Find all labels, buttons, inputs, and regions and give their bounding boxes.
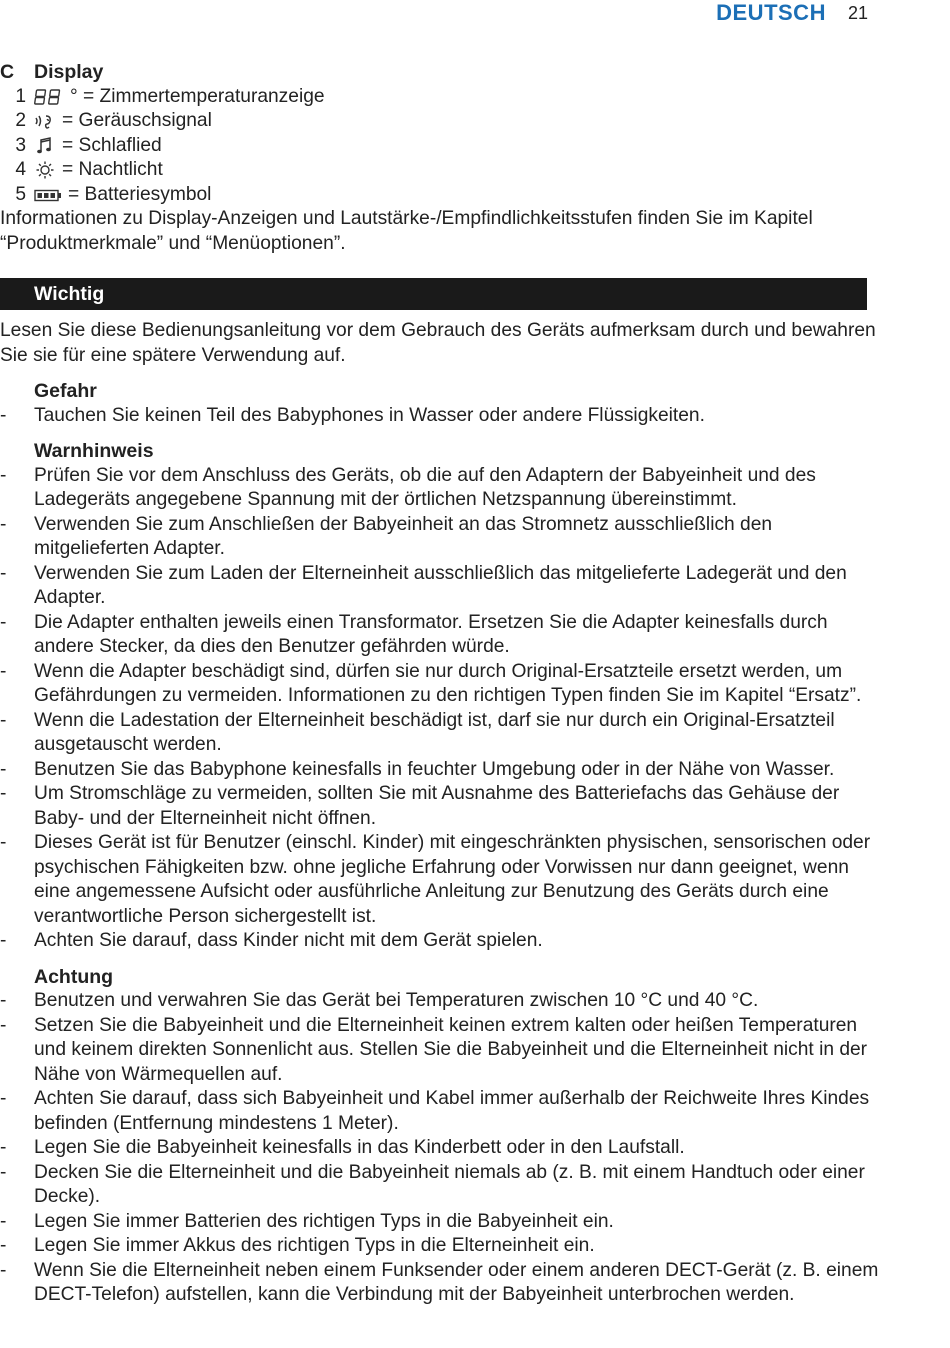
page-number: 21 <box>847 2 868 23</box>
list-item-text: Die Adapter enthalten jeweils einen Transformator. Ersetzen Sie die Adapter keinesfalls durch andere Stecker, da dies den Benutzer gefährden würde. <box>34 611 828 657</box>
display-item-night-light <box>0 158 880 183</box>
list-item-text: Decken Sie die Elterneinheit und die Babyeinheit niemals ab (z. B. mit einem Handtuch oder einer Decke). <box>34 1161 865 1207</box>
item-description: = Schlaflied <box>62 134 162 156</box>
danger-heading: Gefahr <box>34 380 97 402</box>
bullet-dash: - <box>0 1014 7 1036</box>
caution-heading: Achtung <box>34 965 114 988</box>
list-item-text: Benutzen und verwahren Sie das Gerät bei Temperaturen zwischen 10 °C und 40 °C. <box>34 990 759 1011</box>
list-item <box>0 831 880 929</box>
list-item-text: Prüfen Sie vor dem Anschluss des Geräts, ob die auf den Adaptern der Babyeinheit und des Ladegeräts angegebene Spannung mit der örtlichen Netzspannung übereinstimmt. <box>34 464 816 510</box>
display-item-sound-signal <box>0 109 880 134</box>
list-item <box>0 513 880 562</box>
list-item-text: Benutzen Sie das Babyphone keinesfalls in feuchter Umgebung oder in der Nähe von Wasser. <box>34 758 835 780</box>
bullet-dash: - <box>0 513 7 535</box>
bullet-dash: - <box>0 930 7 951</box>
bullet-dash: - <box>0 1161 7 1183</box>
bullet-dash: - <box>0 404 7 426</box>
list-item <box>0 782 880 831</box>
list-item-text: Achten Sie darauf, dass Kinder nicht mit dem Gerät spielen. <box>34 930 543 951</box>
display-note: Informationen zu Display-Anzeigen und Lautstärke-/Empfindlichkeitsstufen finden Sie im Kapitel “Produktmerkmale” und “Menüoptionen”. <box>0 208 813 254</box>
page-content <box>0 60 880 1308</box>
section-letter: C <box>0 61 15 83</box>
item-number: 3 <box>15 134 26 156</box>
sound-signal-icon <box>34 111 56 131</box>
display-item-temperature <box>0 85 880 110</box>
bullet-dash: - <box>0 464 7 486</box>
list-item-text: Tauchen Sie keinen Teil des Babyphones in Wasser oder andere Flüssigkeiten. <box>34 404 705 426</box>
list-item-text: Verwenden Sie zum Anschließen der Babyeinheit an das Stromnetz ausschließlich den mitgelieferten Adapter. <box>34 513 773 559</box>
bullet-dash: - <box>0 1137 7 1158</box>
bullet-dash: - <box>0 1235 7 1256</box>
list-item-text: Wenn Sie die Elterneinheit neben einem Funksender oder einem anderen DECT-Gerät (z. B. einem DECT-Telefon) aufstellen, kann die Verbindung mit der Babyeinheit unterbrochen werden. <box>34 1259 879 1305</box>
danger-list <box>0 404 880 429</box>
item-description: ° = Zimmertemperaturanzeige <box>70 85 325 107</box>
important-section-bar: Wichtig <box>0 278 867 310</box>
language-label: DEUTSCH <box>716 0 826 25</box>
item-number: 2 <box>15 110 26 131</box>
bullet-dash: - <box>0 990 7 1011</box>
display-item-battery <box>0 183 880 208</box>
list-item <box>0 1087 880 1136</box>
list-item-text: Legen Sie die Babyeinheit keinesfalls in das Kinderbett oder in den Laufstall. <box>34 1137 685 1158</box>
list-item <box>0 562 880 611</box>
display-item-lullaby <box>0 134 880 159</box>
list-item <box>0 611 880 660</box>
bullet-dash: - <box>0 660 7 682</box>
list-item <box>0 660 880 709</box>
list-item <box>0 1014 880 1088</box>
bullet-dash: - <box>0 832 7 853</box>
music-note-icon <box>34 136 56 156</box>
list-item <box>0 464 880 513</box>
warning-list <box>0 464 880 954</box>
list-item-text: Verwenden Sie zum Laden der Elterneinheit ausschließlich das mitgelieferte Ladegerät und den Adapter. <box>34 562 847 608</box>
list-item-text: Legen Sie immer Akkus des richtigen Typs in die Elterneinheit ein. <box>34 1235 595 1256</box>
bullet-dash: - <box>0 611 7 633</box>
list-item <box>0 1161 880 1210</box>
display-symbol-list <box>0 85 880 208</box>
bullet-dash: - <box>0 1210 7 1232</box>
bullet-dash: - <box>0 1259 7 1281</box>
temperature-digits-icon <box>34 87 70 107</box>
list-item <box>0 1210 880 1235</box>
list-item-text: Um Stromschläge zu vermeiden, sollten Sie mit Ausnahme des Batteriefachs das Gehäuse der Baby- und der Elterneinheit nicht öffnen. <box>34 783 840 829</box>
warning-heading: Warnhinweis <box>34 440 154 462</box>
important-intro: Lesen Sie diese Bedienungsanleitung vor dem Gebrauch des Geräts aufmerksam durch und bewahren Sie sie für eine spätere Verwendung auf. <box>0 320 876 366</box>
list-item <box>0 1136 880 1161</box>
display-section-heading <box>0 60 880 85</box>
list-item-text: Dieses Gerät ist für Benutzer (einschl. Kinder) mit eingeschränkten physischen, sensorischen oder psychischen Fähigkeiten bzw. ohne jegliche Erfahrung oder Vorwissen nur dann geeignet, wenn eine angemessene Aufsicht oder ausführliche Anleitung zur Benutzung des Geräts durch eine verantwortliche Person sichergestellt ist. <box>34 832 871 927</box>
list-item <box>0 1234 880 1259</box>
list-item-text: Achten Sie darauf, dass sich Babyeinheit und Kabel immer außerhalb der Reichweite Ihres Kindes befinden (Entfernung mindestens 1 Meter). <box>34 1088 870 1134</box>
page-header <box>716 0 868 26</box>
list-item <box>0 1259 880 1308</box>
bullet-dash: - <box>0 758 7 780</box>
bullet-dash: - <box>0 562 7 584</box>
item-number: 4 <box>15 159 26 180</box>
list-item <box>0 709 880 758</box>
list-item <box>0 758 880 783</box>
night-light-icon <box>34 160 56 180</box>
item-description: = Nachtlicht <box>62 159 163 180</box>
item-number: 5 <box>15 183 26 205</box>
list-item-text: Setzen Sie die Babyeinheit und die Elterneinheit keinen extrem kalten oder heißen Temperaturen und keinem direkten Sonnenlicht aus. Stellen Sie die Babyeinheit und die Elterneinheit nicht in der Nähe von Wärmequellen auf. <box>34 1014 868 1085</box>
item-number: 1 <box>15 85 26 107</box>
list-item-text: Wenn die Ladestation der Elterneinheit beschädigt ist, darf sie nur durch ein Original-Ersatzteil ausgetauscht werden. <box>34 709 835 755</box>
caution-list <box>0 989 880 1308</box>
bullet-dash: - <box>0 783 7 804</box>
list-item-text: Legen Sie immer Batterien des richtigen Typs in die Babyeinheit ein. <box>34 1210 614 1232</box>
item-description: = Batteriesymbol <box>68 183 212 205</box>
bullet-dash: - <box>0 1088 7 1109</box>
bullet-dash: - <box>0 709 7 731</box>
list-item <box>0 929 880 954</box>
list-item-text: Wenn die Adapter beschädigt sind, dürfen sie nur durch Original-Ersatzteile ersetzt werden, um Gefährdungen zu vermeiden. Informationen zu den richtigen Typen finden Sie im Kapitel “Ersatz”. <box>34 660 862 706</box>
battery-icon <box>34 185 62 205</box>
list-item <box>0 989 880 1014</box>
list-item <box>0 404 880 429</box>
section-title: Display <box>34 61 104 83</box>
item-description: = Geräuschsignal <box>62 110 212 131</box>
